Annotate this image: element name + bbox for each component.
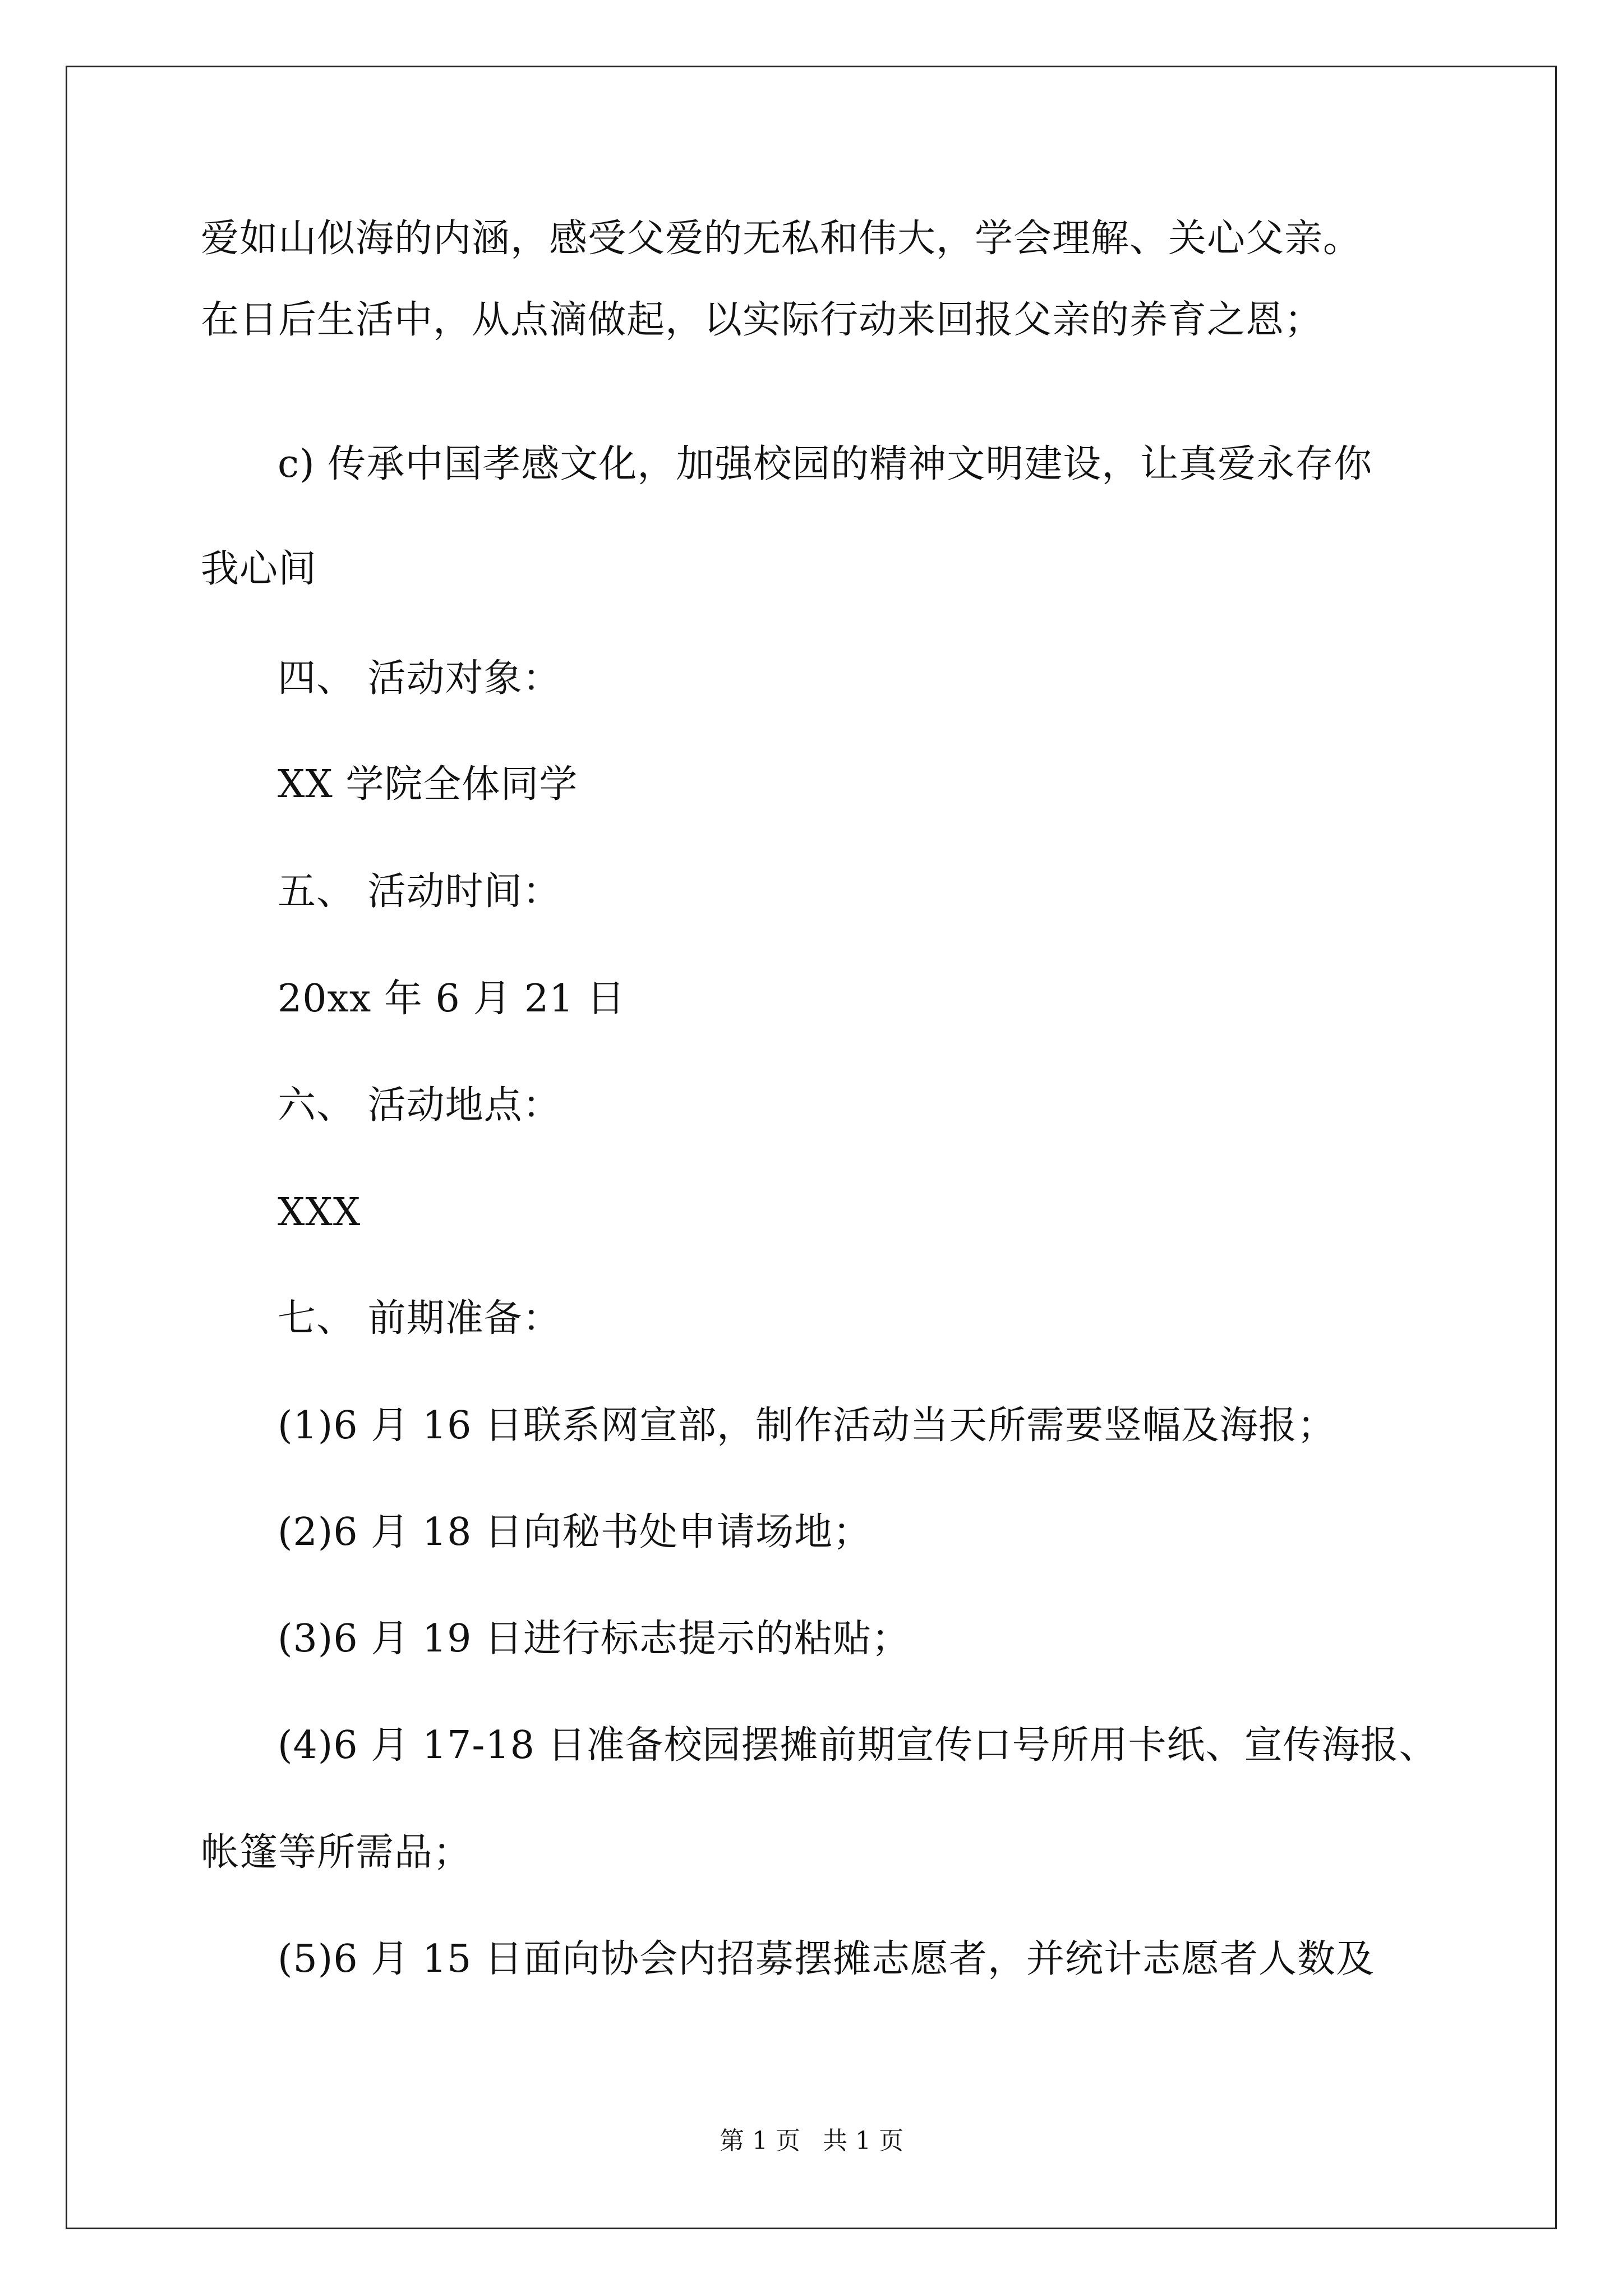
paragraph-line: XX 学院全体同学 [278, 762, 578, 807]
paragraph-line: 我心间 [201, 547, 317, 591]
list-item: (2)6 月 18 日向秘书处申请场地； [278, 1510, 872, 1554]
list-item: (5)6 月 15 日面向协会内招募摆摊志愿者，并统计志愿者人数及 [278, 1937, 1375, 1981]
paragraph-line: 在日后生活中，从点滴做起，以实际行动来回报父亲的养育之恩； [201, 298, 1324, 342]
page-number: 第 1 页 [720, 2127, 800, 2155]
section-heading: 四、 活动对象： [278, 656, 561, 701]
paragraph-line: 20xx 年 6 月 21 日 [278, 977, 626, 1021]
section-heading: 七、 前期准备： [278, 1296, 561, 1341]
paragraph-line: 爱如山似海的内涵，感受父爱的无私和伟大，学会理解、关心父亲。 [201, 217, 1362, 261]
section-heading: 六、 活动地点： [278, 1083, 561, 1128]
list-item: (3)6 月 19 日进行标志提示的粘贴； [278, 1617, 910, 1661]
paragraph-line: c) 传承中国孝感文化，加强校园的精神文明建设，让真爱永存你 [278, 442, 1373, 486]
list-item: (4)6 月 17-18 日准备校园摆摊前期宣传口号所用卡纸、宣传海报、 [278, 1723, 1438, 1768]
list-item: (1)6 月 16 日联系网宣部，制作活动当天所需要竖幅及海报； [278, 1404, 1336, 1448]
paragraph-line: XXX [278, 1190, 361, 1235]
section-heading: 五、 活动时间： [278, 869, 561, 914]
page-footer [0, 2129, 1623, 2154]
list-item-continuation: 帐篷等所需品； [201, 1830, 472, 1875]
page-total: 共 1 页 [823, 2127, 903, 2155]
